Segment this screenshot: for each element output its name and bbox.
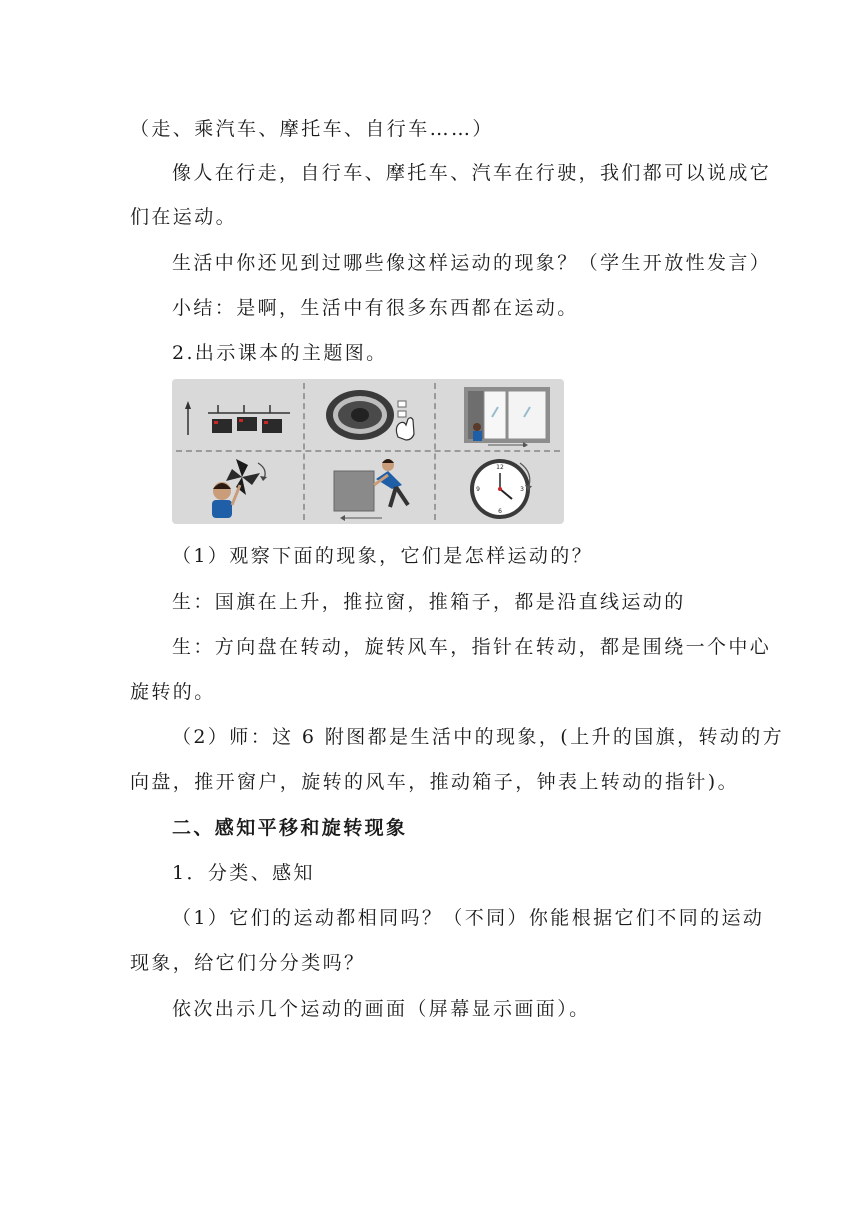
paragraph-line-2: 像人在行走，自行车、摩托车、汽车在行驶，我们都可以说成它 bbox=[172, 162, 772, 184]
paragraph-line-9: 生：方向盘在转动，旋转风车，指针在转动，都是围绕一个中心 bbox=[172, 636, 772, 658]
paragraph-line-1: （走、乘汽车、摩托车、自行车……） bbox=[130, 118, 494, 140]
svg-text:12: 12 bbox=[496, 464, 504, 471]
steering-wheel-icon bbox=[310, 383, 430, 447]
sliding-window-icon bbox=[440, 383, 560, 447]
theme-figure bbox=[172, 379, 564, 524]
subsection-heading: 1．分类、感知 bbox=[172, 862, 315, 884]
figure-divider bbox=[434, 383, 436, 520]
pinwheel-icon bbox=[192, 455, 292, 521]
paragraph-line-5: 小结：是啊，生活中有很多东西都在运动。 bbox=[172, 297, 579, 319]
paragraph-line-12: 向盘，推开窗户，旋转的风车，推动箱子，钟表上转动的指针)。 bbox=[130, 771, 740, 793]
paragraph-line-16: 现象，给它们分分类吗？ bbox=[130, 952, 366, 974]
paragraph-line-7: （1）观察下面的现象，它们是怎样运动的？ bbox=[172, 545, 594, 567]
section-heading: 二、感知平移和旋转现象 bbox=[172, 817, 408, 839]
paragraph-line-4: 生活中你还见到过哪些像这样运动的现象？（学生开放性发言） bbox=[172, 252, 772, 274]
figure-divider bbox=[176, 450, 560, 452]
paragraph-line-10: 旋转的。 bbox=[130, 681, 216, 703]
figure-divider bbox=[303, 383, 305, 520]
clock-icon bbox=[456, 455, 556, 521]
paragraph-line-17: 依次出示几个运动的画面（屏幕显示画面）。 bbox=[172, 998, 591, 1020]
svg-text:6: 6 bbox=[498, 508, 502, 515]
pushing-box-icon bbox=[312, 455, 432, 521]
paragraph-line-11: （2）师：这 6 附图都是生活中的现象，(上升的国旗，转动的方 bbox=[172, 726, 785, 748]
svg-text:3: 3 bbox=[520, 486, 524, 493]
paragraph-line-15: （1）它们的运动都相同吗？（不同）你能根据它们不同的运动 bbox=[172, 907, 765, 929]
svg-text:9: 9 bbox=[476, 486, 480, 493]
paragraph-line-8: 生：国旗在上升，推拉窗，推箱子，都是沿直线运动的 bbox=[172, 591, 686, 613]
paragraph-line-3: 们在运动。 bbox=[130, 206, 238, 228]
rising-flags-icon bbox=[178, 385, 298, 445]
paragraph-line-6: 2.出示课本的主题图。 bbox=[172, 342, 388, 364]
